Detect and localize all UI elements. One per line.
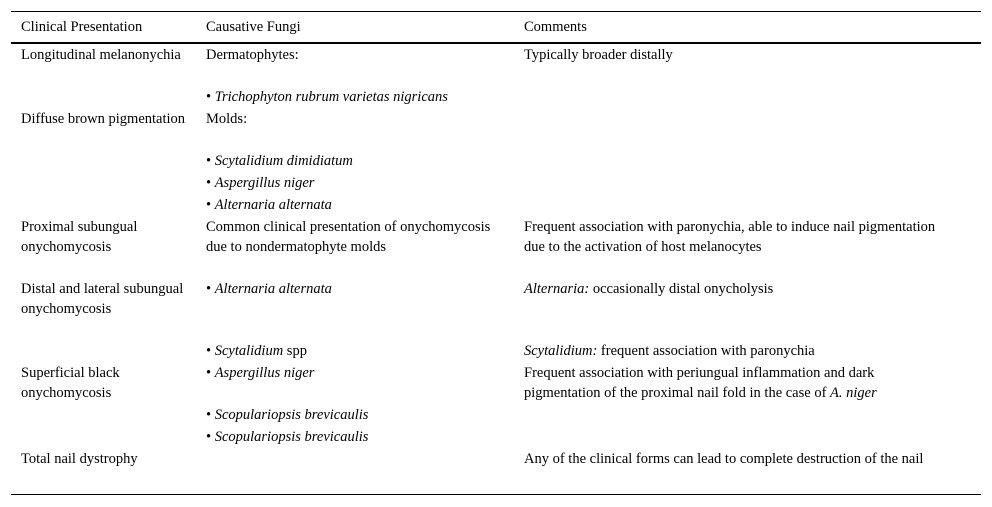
- row-comment: Any of the clinical forms can lead to complete destruction of the nail: [524, 451, 924, 467]
- row-fungi: Molds:: [206, 111, 248, 127]
- bullet: •: [206, 343, 212, 359]
- species-suffix: spp: [286, 343, 307, 359]
- genus-label: Scytalidium:: [524, 343, 598, 359]
- row-fungi-bullet-item: [206, 151, 496, 171]
- bullet: •: [206, 429, 212, 445]
- row-presentation: Superficial black onychomycosis: [21, 365, 120, 401]
- row-comment: [524, 363, 944, 403]
- row-fungi-bullet-item: [206, 173, 496, 193]
- table-bottom-rule: [11, 494, 981, 495]
- row-comment: Frequent association with paronychia, able to induce nail pigmentation due to the activation of host melanocytes: [524, 219, 936, 255]
- row-fungi-bullet-item: [206, 363, 496, 383]
- comment-text: occasionally distal onycholysis: [592, 281, 774, 297]
- row-presentation: Total nail dystrophy: [21, 451, 138, 467]
- species-name: A. niger: [830, 385, 877, 401]
- row-fungi-bullet-item: [206, 87, 496, 107]
- bullet: •: [206, 175, 212, 191]
- row-presentation: Proximal subungual onychomycosis: [21, 219, 138, 255]
- comment-text: Frequent association with periungual inflammation and dark pigmentation of the proximal nail fold in the case of: [524, 365, 875, 401]
- species-name: Alternaria alternata: [214, 197, 332, 213]
- bullet: •: [206, 407, 212, 423]
- header-comments: Comments: [524, 19, 587, 35]
- table-header-rule: [11, 42, 981, 44]
- row-comment: [524, 341, 944, 361]
- row-fungi-bullet-item: [206, 427, 496, 447]
- species-name: Alternaria alternata: [214, 281, 332, 297]
- species-name: Scopulariopsis brevicaulis: [214, 429, 369, 445]
- row-presentation: Diffuse brown pigmentation: [21, 111, 186, 127]
- bullet: •: [206, 365, 212, 381]
- comment-text: frequent association with paronychia: [600, 343, 815, 359]
- row-fungi-bullet-item: [206, 279, 496, 299]
- row-presentation: Distal and lateral subungual onychomycosis: [21, 281, 184, 317]
- species-name: Scytalidium dimidiatum: [214, 153, 353, 169]
- row-fungi-bullet-item: [206, 195, 496, 215]
- row-fungi: Dermatophytes:: [206, 47, 299, 63]
- species-name: Aspergillus niger: [214, 175, 315, 191]
- header-causative-fungi: Causative Fungi: [206, 19, 301, 35]
- bullet: •: [206, 281, 212, 297]
- row-fungi: Common clinical presentation of onychomycosis due to nondermatophyte molds: [206, 219, 491, 255]
- genus-label: Alternaria:: [524, 281, 590, 297]
- row-comment: [524, 279, 944, 299]
- row-fungi-bullet-item: [206, 405, 496, 425]
- bullet: •: [206, 197, 212, 213]
- species-name: Aspergillus niger: [214, 365, 315, 381]
- species-name: Scopulariopsis brevicaulis: [214, 407, 369, 423]
- row-comment: Typically broader distally: [524, 47, 673, 63]
- bullet: •: [206, 89, 212, 105]
- table-top-rule: [11, 11, 981, 12]
- species-name: Trichophyton rubrum varietas nigricans: [214, 89, 448, 105]
- bullet: •: [206, 153, 212, 169]
- species-name: Scytalidium: [214, 343, 284, 359]
- header-clinical-presentation: Clinical Presentation: [21, 19, 143, 35]
- row-fungi-bullet-item: [206, 341, 496, 361]
- row-presentation: Longitudinal melanonychia: [21, 47, 181, 63]
